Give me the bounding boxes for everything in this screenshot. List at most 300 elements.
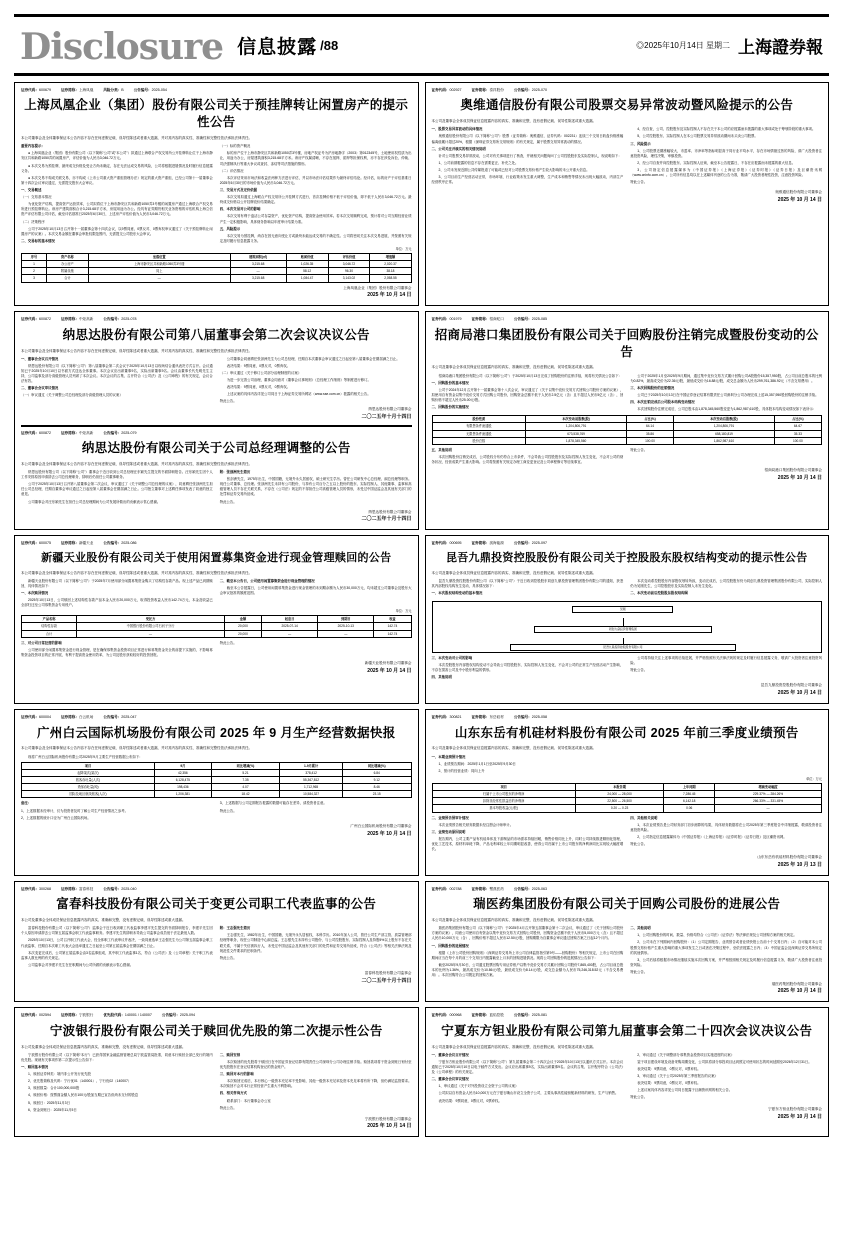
code-label: 证券代码： (21, 88, 39, 92)
cell: — (715, 805, 822, 812)
code-value: 002788 (449, 886, 462, 891)
paragraph: 2、优先股简称及代码：宁行优01（140001）、宁行优02（140007） (28, 1079, 132, 1084)
code-label: 证券代码： (431, 886, 450, 891)
masthead (14, 14, 829, 76)
cell: — (318, 630, 374, 637)
announcement-block-8 (425, 709, 830, 876)
cell: 1,026.35 (286, 261, 328, 268)
cell: 1 (22, 261, 47, 268)
cell: 基本每股收益(元/股) (432, 805, 575, 812)
paragraph: 四、其他说明 (431, 675, 452, 680)
paragraph: 纳思达股份有限公司（以下简称“公司”）第八届董事会第二次会议于2025年10月13日以现场结合通讯表决方式召开。会议通知已于2025年10月10日以书面方式送达全体董事。本次会议应出席董事9名，实际出席董事9名。会议由董事长代先明先生主持，公司监事及部分高级管理人员列席了本次会议。本次会议的召集、召开符合《公司法》及《公司章程》的有关规定，会议合法有效。 (21, 363, 213, 384)
board-statement: 本公司董事会及全体董事保证本公告内容不存在任何虚假记载、误导性陈述或者重大遗漏，并对其内容的真实性、准确性和完整性依法承担法律责任。 (21, 348, 252, 353)
paragraph: 公司董事会同意聘任张剑洲先生为公司总经理，任期自本次董事会审议通过之日起至第八届董事会任期届满之日止。 (226, 356, 400, 361)
announcement-title: 山东东岳有机硅材料股份有限公司 2025 年前三季度业绩预告 (454, 725, 799, 740)
preferred-code-value: 140001 / 140007 (124, 1013, 152, 1018)
paragraph: 表决结果：9票同意，0票反对，0票弃权。 (438, 1098, 502, 1103)
paragraph: 3、公司目前生产经营活动正常，市场环境、行业政策未发生重大调整，生产成本和销售等情况未出现大幅波动，内部生产经营秩序正常。 (431, 175, 624, 185)
paragraph: 二、交易标的基本情况 (21, 238, 55, 243)
paragraph: 2025年10月13日，公司召开职工代表大会，经全体职工代表审议并表决，一致同意选举王志强先生为公司第五届监事会职工代表监事，任期自本次职工代表大会选举通过之日起至公司第五届监事会任期届满之日止。 (21, 938, 213, 948)
announcement-block-7 (14, 709, 419, 876)
paragraph: 特此公告。 (630, 841, 648, 846)
no-label: 公告编号： (513, 541, 532, 546)
paragraph: 1、审议通过《关于对外投资设立全资子公司的议案》 (438, 1084, 519, 1089)
paragraph: 二、截至本公告日，公司使用闲置募集资金进行现金管理的情况 (219, 578, 315, 583)
announcement-title-2: 纳思达股份有限公司关于公司总经理调整的公告 (81, 441, 351, 456)
paragraph: 1、公司回购股份的时间、数量、价格均符合《公司法》《证券法》等法律法规及公司回购方案的相关规定。 (637, 933, 797, 938)
column-header: 占比(%) (774, 416, 821, 423)
paragraph: 根据《上市公司股份回购规则》《深圳证券交易所上市公司自律监管指引第9号——回购股份》等相关规定，上市公司在回购期间应当在每个月的前三个交易日内披露截至上月末的回购进展情况。现将公司回购股份的进展情况公告如下： (431, 950, 624, 960)
column-header: 同比增减(%) (211, 762, 280, 769)
ownership-structure-chart (432, 601, 823, 653)
cell: 国际及地区航线旅客(人次) (22, 791, 155, 798)
abbr-value: 鹭燕医药 (489, 886, 504, 891)
code-label: 证券代码： (431, 317, 450, 322)
abbr-label: 证券简称： (60, 541, 79, 546)
paragraph: （一）标的资产概况 (219, 144, 251, 149)
paragraph: 4、经自查，公司、控股股东及实际控制人不存在关于本公司的应披露而未披露的重大事项或处于筹划阶段的重大事项。 (637, 127, 816, 132)
signature-company: 纳思达股份有限公司董事会 (368, 407, 412, 412)
paragraph: 4、赎回价格：按票面金额人民币100元/股加当期已宣告但尚未支付的股息 (28, 1093, 139, 1098)
cell: 35.33 (774, 430, 821, 437)
cell: 扣除非经常性损益后的净利润 (432, 798, 575, 805)
paragraph: 特此公告。 (219, 808, 237, 813)
paragraph: 一、股票交易异常波动的具体情况 (431, 127, 483, 132)
signature-2 (21, 510, 412, 524)
paragraph: 1、本次业绩预告是公司财务部门初步测算的结果，具体财务数据将在公司2025年第三季度报告中详细披露，敬请投资者注意投资风险。 (630, 822, 822, 832)
abbr-value: 招商蛇口 (489, 317, 504, 322)
column-header: 本次变动后股数(股) (674, 416, 775, 423)
paragraph: 为优化资产结构，提高资产运营效率，公司拟将位于上海市静安区共和新路1050弄3号楼的闲置房产通过上海联合产权交易所进行预挂牌转让。该房产建筑面积合计3,215.68平方米，房屋用途为办公。经具有证券期货相关业务资格的评估机构上海立信资产评估有限公司评估，截至评估基准日2025年6月30日，上述房产评估价值为人民币3,046.72万元。 (21, 202, 213, 217)
column-header: 增减变动幅度 (715, 783, 822, 790)
paragraph: 二、本次变动前后控股股东股权结构图 (630, 590, 688, 595)
paragraph: 奥维通信股份有限公司（以下简称“公司”）股票（证券简称：奥维通信，证券代码：002231）连续三个交易日收盘价格涨幅偏离值累计超过20%，根据《深圳证券交易所交易规则》的有关规定，属于股票交易异常波动的情况。 (431, 134, 624, 144)
cell: 3 (22, 275, 47, 282)
cell: 1,862,987,610 (674, 437, 775, 444)
abbr-label: 证券简称： (471, 88, 490, 92)
cell: 无限售条件流通股 (432, 430, 526, 437)
signature (432, 190, 823, 204)
signature (21, 407, 412, 421)
paragraph: （二）评估情况 (219, 168, 244, 173)
cell: 办公房产 (46, 261, 88, 268)
abbr-label: 证券简称： (60, 715, 79, 720)
no-value: 2025-079 (121, 430, 137, 435)
announcement-block-1 (14, 82, 419, 306)
paragraph: ● 上海凤凰企业（集团）股份有限公司（以下简称“公司”或“本公司”）拟通过上海联合产权交易所公开挂牌转让位于上海市静安区共和新路1050弄的闲置房产，评估价值为人民币3,046.72万元。 (21, 151, 213, 161)
paragraph: 三、赎回对本行的影响 (219, 1072, 254, 1077)
paragraph: 1、公司股票近期涨幅较大，市盈率、市净率等指标明显高于同行业平均水平，存在市场情绪过热的风险，请广大投资者注意投资风险，理性决策，审慎投资。 (630, 148, 822, 158)
announcement-title: 宁波银行股份有限公司关于赎回优先股的第二次提示性公告 (49, 1023, 383, 1038)
paragraph: 鉴于项目建设环境及设备采购周期变化，公司拟将部分募投项目达到预定可使用状态的时间延期至2026年12月31日。 (637, 1059, 812, 1064)
cell: 0.20 — 0.23 (575, 805, 664, 812)
abbr-value: 新疆天业 (78, 541, 94, 546)
cell: — (262, 630, 318, 637)
table-row (432, 423, 822, 430)
abbr-value: 富春科技 (78, 886, 94, 891)
signature (21, 971, 412, 985)
paragraph: 3、上述数据与公司定期报告披露的数据可能存在差异，请投资者注意。 (219, 801, 327, 806)
abbr-label: 证券简称： (60, 886, 79, 891)
cell: 3,143.02 (328, 275, 370, 282)
no-label: 公告编号： (513, 715, 532, 720)
column-header: 账面价值 (286, 253, 328, 260)
paragraph: 公司董事会对汪东颖先生在担任公司总经理期间为公司发展所做出的贡献表示衷心感谢。 (28, 499, 161, 504)
code-value: 002594 (38, 1013, 51, 1018)
table-row (22, 791, 412, 798)
abbr-label: 证券简称： (471, 715, 490, 720)
paragraph: 特此公告。 (630, 447, 648, 452)
paragraph: 截至本公告披露日，公司使用闲置募集资金进行现金管理的未到期余额为人民币30,000万元，均未超过公司董事会及股东大会审议批准的额度范围。 (219, 585, 412, 595)
paragraph: 表决结果：9票同意，0票反对，0票弃权。 (226, 385, 291, 390)
risk-value: B (121, 88, 124, 92)
abbr-value: 白云机场 (78, 715, 94, 720)
table-row (22, 261, 412, 268)
board-statement-2: 本公司董事会及全体董事保证本公告内容不存在任何虚假记载、误导性陈述或者重大遗漏，并对其内容的真实性、准确性和完整性依法承担法律责任。 (21, 461, 252, 466)
paragraph: 特此公告。 (630, 180, 648, 185)
paragraph: 特此公告。 (219, 640, 237, 645)
paragraph: 为进一步完善公司治理，董事会同意对《董事会议事规则》《总经理工作细则》等制度进行修订。 (226, 377, 371, 382)
paragraph: 四、本次注销完成后公司股本结构变动情况 (630, 399, 695, 404)
announcement-title: 纳思达股份有限公司第八届董事会第二次会议决议公告 (62, 327, 370, 342)
divider (21, 425, 412, 427)
cell: — (88, 275, 230, 282)
paragraph: 一、回购股份的基本情况 (431, 380, 469, 385)
paragraph: 公司使用部分闲置募集资金进行现金管理，是在确保募集资金投资项目正常进行和募集资金安全的前提下实施的，不影响募集资金投资项目的正常开展，有利于提高资金使用效率，为公司及股东获取较好的投资回报。 (21, 647, 213, 657)
paragraph: 招商局港口集团股份有限公司（以下简称“公司”）于2025年10月13日完成了回购股份的注销手续，现将有关情况公告如下： (438, 373, 622, 378)
paragraph: 四、本次交易对公司的影响 (219, 207, 261, 212)
cell: 22,500 — 26,500 (575, 798, 664, 805)
board-statement: 本公司董事会及全体董事保证本公告内容不存在任何虚假记载、误导性陈述或者重大遗漏，并对其内容的真实性、准确性和完整性依法承担法律责任。 (21, 136, 252, 141)
no-value: 2025-054 (151, 88, 167, 92)
masthead-wordmark: Disclosure (20, 26, 224, 68)
cell: 旅客吞吐量(人次) (22, 776, 155, 783)
board-statement: 本公司及董事会全体成员保证信息披露内容的真实、准确和完整，没有虚假记载、误导性陈述或重大遗漏。 (431, 570, 596, 575)
code-value: 001979 (449, 317, 462, 322)
paragraph: 富春科技股份有限公司（以下简称“公司”）监事会于近日收到职工代表监事李建平先生提交的书面辞职报告，李建平先生因个人原因申请辞去公司第五届监事会职工代表监事职务。李建平先生的辞职未导致公司监事会成员低于法定最低人数。 (21, 926, 213, 936)
column-header: 到期日 (318, 616, 374, 623)
announcement-title: 瑞医药集团股份有限公司关于回购公司股份的进展公告 (473, 897, 781, 912)
cell: 229.37% — 284.26% (715, 791, 822, 798)
share-structure-table (432, 415, 823, 445)
table-unit: 单位：万元 (395, 609, 412, 614)
announcement-block-4 (425, 311, 830, 530)
paragraph: 本次评估采用市场法和收益法两种方法进行评估，并以市场法评估结果作为最终评估结论。经评估，标的房产于评估基准日2025年6月30日的市场价值为人民币3,046.72万元。 (219, 175, 412, 185)
paragraph: 公司监事会对李建平先生在任职期间为公司所做的贡献表示衷心感谢。 (28, 962, 134, 967)
paragraph: 附：王志强先生简历 (219, 926, 251, 931)
paragraph: 表决结果：9票同意，0票反对，0票弃权。 (637, 1066, 701, 1071)
cell: 35.86 (626, 430, 673, 437)
abbr-label: 证券简称： (471, 1013, 490, 1018)
column-header: 本报告期 (575, 783, 664, 790)
column-header: 项目 (22, 762, 155, 769)
cell: 1,878,345,560 (526, 437, 627, 444)
earnings-forecast-table (432, 783, 823, 813)
no-label: 公告编号： (103, 715, 122, 720)
signature-date: 2025 年 10 月 14 日 (367, 830, 412, 837)
paragraph: 表决结果：9票同意，0票反对，0票弃权。 (637, 1081, 701, 1086)
no-label: 公告编号： (103, 541, 122, 546)
cell: 2 (22, 268, 47, 275)
paragraph: 附：张剑洲先生简历 (219, 470, 251, 474)
announcement-grid (14, 82, 829, 1137)
masthead-right (636, 33, 823, 58)
column-header: 坐落位置 (88, 253, 230, 260)
cell: 23.15 (342, 791, 411, 798)
no-value: 2025-040 (121, 886, 137, 891)
paragraph: 截至2025年9月30日，公司通过股票回购专用证券账户以集中竞价交易方式累计回购公司股份7,865,400股，占公司目前总股本的比例为1.36%，最高成交价为10.86元/股，最低成交价为8.14元/股，成交总金额为人民币75,246,318.52元（不含交易费用）。本次回购符合公司既定的回购方案。 (431, 962, 624, 978)
cell: 100.00 (626, 437, 673, 444)
security-codes (432, 88, 823, 93)
cell: 7.35 (211, 776, 280, 783)
paragraph: 瑞医药集团股份有限公司（以下简称“公司”）于2025年4月召开第五届董事会第十二次会议，审议通过了《关于回购公司股份方案的议案》，同意公司使用自有资金以集中竞价交易方式回购公司股份，回购资金总额不低于人民币5,000万元（含）且不超过人民币10,000万元（含），回购价格不超过人民币12.50元/股，回购期限为自董事会审议通过回购方案之日起12个月内。 (431, 926, 624, 941)
board-statement: 本公司及董事会全体成员保证信息披露内容的真实、准确和完整，没有虚假记载、误导性陈述或重大遗漏。 (431, 1044, 596, 1049)
cell: — (230, 268, 286, 275)
code-label: 证券代码： (21, 430, 39, 435)
abbr-label: 证券简称： (60, 430, 79, 435)
paragraph: 二、业绩预告预审计情况 (431, 815, 469, 820)
paragraph: 张剑洲先生，1975年出生，中国国籍，无境外永久居留权，硕士研究生学历。曾任公司研发中心总经理、副总经理等职务。现任公司董事、总经理。张剑洲先生未持有公司股份，与持有公司百分之五以上股份的股东、实际控制人、其他董事、监事和高级管理人员不存在关联关系，不存在《公司法》规定的不得担任公司高级管理人员的情形，未受过中国证监会及其他有关部门的处罚和证券交易所惩戒。 (219, 477, 412, 497)
paragraph: 新疆天业股份有限公司（以下简称“公司”）于2025年7月使用部分闲置募集资金购买了结构性存款产品。现上述产品已到期赎回，具体情况如下： (21, 578, 213, 588)
cell: 7,286.45 (664, 791, 715, 798)
announcement-title: 上海凤凰企业（集团）股份有限公司关于预挂牌转让闲置房产的提示性公告 (24, 98, 409, 130)
paragraph: 2、公司未在下列期间内回购股份：（1）公司定期报告、业绩预告或者业绩快报公告前十个交易日内；（2）自可能对本公司股票交易价格产生重大影响的重大事项发生之日或者在决策过程中，至依法披露之日内；（3）中国证监会及深圳证券交易所规定的其他情形。 (630, 940, 822, 955)
cell: 42,356 (154, 769, 211, 776)
announcement-block-9 (14, 881, 419, 1003)
cell: 5.21 (211, 769, 280, 776)
cell: 有限售条件流通股 (432, 423, 526, 430)
abbr-label: 证券简称： (471, 317, 490, 322)
abbr-label: 证券简称： (471, 541, 490, 546)
abbr-value: 中炬高新 (78, 430, 94, 435)
paragraph: 2、审议通过《关于调整部分募集资金投资项目实施进度的议案》 (637, 1052, 735, 1057)
cell: 上海市静安区共和新路1050弄3号楼 (88, 261, 230, 268)
no-label: 公告编号： (103, 317, 122, 322)
operating-data-table (21, 762, 412, 799)
cell: 起降架次(架次) (22, 769, 155, 776)
paragraph: 公司于2025年10月13日召开第十一届董事会第十四次会议，以9票同意、0票反对、0票弃权审议通过了《关于预挂牌转让闲置房产的议案》。本次交易金额在董事会审批权限范围内，无需提交公司股东大会审议。 (21, 226, 213, 236)
signature-date: 二〇二五年十月十四日 (361, 516, 412, 523)
cell: 24,000 — 28,000 (575, 791, 664, 798)
paragraph: 三、交易方式及定价依据 (219, 187, 258, 192)
paragraph: ● 本次交易为预挂牌，最终成交价格及受让方尚未确定，存在无法达成交易的风险，公司将根据进展情况及时履行信息披露义务。 (21, 163, 213, 173)
table-row (22, 630, 412, 637)
announcement-title: 富春科技股份有限公司关于变更公司职工代表监事的公告 (56, 897, 377, 912)
risk-label: 风险分类： (103, 88, 122, 92)
security-codes (432, 1013, 823, 1018)
signature-date: 2025 年 10 月 14 日 (777, 1113, 822, 1120)
signature-company: 新疆天业股份有限公司董事会 (364, 661, 412, 666)
security-codes (432, 715, 823, 720)
cell: 1,206,381 (154, 791, 211, 798)
paragraph: 本次回购股份注销完成后，公司总股本由1,878,345,560股变更为1,862,987,610股，具体股本结构变动情况如下表所示： (637, 407, 817, 412)
signature (432, 855, 823, 869)
signature-company: 招商局港口集团股份有限公司董事会 (764, 468, 822, 473)
signature-date: 2025 年 10 月 13 日 (777, 861, 822, 868)
announcement-title: 昆吾九鼎投资控股股份有限公司关于控股股东股权结构变动的提示性公告 (445, 551, 808, 564)
paragraph: 三、对公司日常经营的影响 (21, 640, 62, 645)
security-codes (21, 317, 412, 322)
announcement-block-12 (425, 1007, 830, 1137)
cell: 2,058.55 (370, 275, 411, 282)
asset-valuation-table (21, 253, 412, 283)
paragraph: 本次回购股份注销完成后，公司股权分布仍符合上市条件，不会导致公司控股股东及实际控制人发生变化，不会对公司的财务状况、经营成果产生重大影响。公司将按照有关规定办理工商变更登记及公司章程修订等后续事宜。 (431, 454, 624, 465)
announcement-title: 招商局港口集团股份有限公司关于回购股份注销完成暨股份变动的公告 (434, 327, 819, 359)
table-header-row (432, 416, 822, 423)
code-value: 600679 (38, 88, 51, 92)
cell: 58.12 (286, 268, 328, 275)
paragraph: 上述议案的具体内容详见公司同日于上海证券交易所网站（www.sse.com.cn）披露的相关公告。 (226, 392, 371, 397)
paragraph: 2025年10月13日，公司赎回上述结构性存款产品本金人民币20,000万元，取得投资收益人民币142.74万元，本金及收益已全部归还至公司募集资金专用账户。 (21, 598, 213, 608)
no-value: 2025-058 (531, 715, 547, 720)
abbr-value: 蓝焰控股 (489, 1013, 504, 1018)
cell: 归属于上市公司股东的净利润 (432, 791, 575, 798)
cell: 9.12 (342, 776, 411, 783)
table-row (22, 769, 412, 776)
no-value: 2025-081 (531, 1013, 547, 1018)
paragraph: 3、赎回数量：合计100,000,000股 (28, 1086, 80, 1091)
paragraph: 特此公告。 (630, 668, 648, 673)
cell: 64.67 (774, 423, 821, 430)
no-label: 公告编号： (513, 1013, 532, 1018)
signature-company: 昆吾九鼎投资控股股份有限公司董事会 (760, 683, 822, 688)
signature-company: 富春科技股份有限公司监事会 (364, 971, 412, 975)
table-header-row (432, 783, 822, 790)
signature-company: 宁夏东方钽业股份有限公司董事会 (768, 1107, 822, 1112)
paragraph: 2、经公司自查并向控股股东、实际控制人征询，截至本公告披露日，不存在应披露而未披露的重大信息。 (637, 160, 796, 165)
code-value: 600004 (38, 715, 51, 720)
announcement-block-10 (425, 881, 830, 1003)
code-value: 600872 (38, 430, 51, 435)
paragraph: 一、本次赎回情况 (21, 590, 49, 595)
signature-company: 宁波银行股份有限公司董事会 (364, 1116, 412, 1121)
paragraph: 3、审议通过《关于公司2025年第三季度报告的议案》 (637, 1074, 718, 1079)
announcement-block-11 (14, 1007, 419, 1137)
security-codes-2 (21, 431, 412, 436)
paragraph: 上述议案具体内容详见公司同日披露于巨潮资讯网的相关公告。 (637, 1088, 733, 1093)
cell: 55,367,812 (280, 776, 343, 783)
code-label: 证券代码： (21, 1013, 39, 1018)
paragraph: （一）交易基本情况 (21, 195, 52, 200)
cell: 附属设施 (46, 268, 88, 275)
chart-node-controller: 吴刚 (572, 606, 673, 613)
cell: 4.07 (211, 784, 280, 791)
column-header: 金额 (224, 616, 261, 623)
no-label: 公告编号： (103, 430, 122, 435)
cell: 0.06 (664, 805, 715, 812)
abbr-value: 滨海能源 (489, 541, 504, 546)
column-header: 上年同期 (664, 783, 715, 790)
table-header-row (22, 762, 412, 769)
column-header: 9月 (154, 762, 211, 769)
cell: 结构性存款 (22, 623, 77, 630)
code-label: 证券代码： (21, 715, 39, 720)
signature-date: 2025 年 10 月 14 日 (777, 988, 822, 995)
paragraph: 公司于2025年10月13日召开第八届董事会第二次会议，审议通过了《关于调整公司总经理的议案》，同意聘任张剑洲先生担任公司总经理，任期自董事会审议通过之日起至第八届董事会任期届满之日止。公司独立董事对上述聘任事项发表了同意的独立意见。 (21, 482, 213, 497)
paragraph: ● 本次交易不构成关联交易，亦不构成《上市公司重大资产重组管理办法》规定的重大资产重组，已经公司第十一届董事会第十四次会议审议通过，无需提交股东大会审议。 (21, 175, 213, 185)
announcement-block-2 (425, 82, 830, 306)
paragraph: 本次变动系控股股东内部股权划转所致，变动完成后，公司控股股东仍为同创九鼎投资管理集团股份有限公司，实际控制人仍为吴刚先生，公司控股股东及实际控制人未发生变化。 (630, 578, 822, 588)
paragraph: 2、预计的经营业绩：同向上升 (438, 768, 485, 773)
paragraph: 宁波银行股份有限公司（以下简称“本行”）已获得国家金融监督管理总局宁波监管局批准，同意本行赎回全部已发行的境内优先股。现就有关事项作第二次提示性公告如下： (21, 1052, 213, 1062)
column-header: 受托方 (77, 616, 225, 623)
table-row (432, 791, 822, 798)
board-statement: 本公司及董事会全体成员保证信息披露内容的真实、准确和完整，没有虚假记载、误导性陈述或重大遗漏。 (431, 918, 596, 923)
paragraph: 五、其他说明 (431, 447, 452, 452)
signature-date: 2025 年 10 月 14 日 (777, 197, 822, 204)
table-row (22, 275, 412, 282)
paragraph: 3、公司指定信息披露媒体为《中国证券报》《上海证券报》《证券时报》《证券日报》及巨潮资讯网（www.cninfo.com.cn）。公司所有信息均以在上述媒体刊登的公告为准，敬请广大投资者理性投资，注意投资风险。 (630, 167, 822, 178)
cell: 18.42 (211, 791, 280, 798)
signature-date: 2025 年 10 月 14 日 (777, 690, 822, 697)
paragraph: 本次交易为预挂牌，尚存在因无意向受让方或最终未能达成交易的不确定性。公司将密切关注本次交易进展，并按照有关规定及时履行信息披露义务。 (219, 233, 412, 243)
signature (432, 1107, 823, 1121)
cell: 64.14 (626, 423, 673, 430)
column-header: 起息日 (262, 616, 318, 623)
paragraph: 纳思达股份有限公司（以下简称“公司”）董事会于近日收到公司总经理汪东颖先生提交的书面辞职报告。汪东颖先生因个人工作安排原因申请辞去公司总经理职务，辞职后仍担任公司董事职务。 (21, 470, 213, 480)
cell: 20,000 (224, 630, 261, 637)
cell: 266.33% — 331.45% (715, 798, 822, 805)
board-statement: 本公司及董事会全体成员保证信息披露内容的真实、准确和完整，没有虚假记载、误导性陈述或重大遗漏。 (431, 119, 596, 124)
no-value: 2025-078 (121, 317, 137, 322)
paragraph: 公司于2024年12月召开第十一届董事会第十八次会议，审议通过了《关于以集中竞价交易方式回购公司股份方案的议案》，拟使用自有资金以集中竞价交易方式回购公司股份，回购资金总额不低于人民币2.5亿元（含）且不超过人民币5亿元（含），回购价格不超过人民币25.00元/股。 (431, 387, 624, 402)
security-codes (432, 887, 823, 892)
signature-company: 山东东岳有机硅材料股份有限公司董事会 (757, 855, 822, 860)
board-statement: 本公司董事会及全体董事保证本公告内容不存在任何虚假记载、误导性陈述或者重大遗漏，并对其内容的真实性、准确性和完整性依法承担法律责任。 (21, 746, 252, 751)
announcement-title: 新疆天业股份有限公司关于使用闲置募集资金进行现金管理赎回的公告 (41, 551, 392, 564)
cell: 合计 (46, 275, 88, 282)
security-codes (21, 541, 412, 546)
table-row (22, 268, 412, 275)
paragraph: 一、赎回基本情况 (21, 1064, 49, 1069)
no-value: 2025-070 (531, 88, 547, 92)
paragraph: 本次交易有利于盘活公司存量资产，优化资产结构，提高资金使用效率。若本次交易顺利完成，预计将对公司当期经营业绩产生一定积极影响，具体财务影响以年度审计结果为准。 (219, 214, 412, 224)
no-value: 2025-063 (531, 886, 547, 891)
paragraph: 标的房产位于上海市静安区共和新路1050弄3号楼，房地产权证号为沪房地静字（2003）第012345号，土地使用权性质为出让，用途为办公，房屋建筑面积3,215.68平方米。该房产权属清晰，不存在抵押、质押等担保权利，亦不存在涉及诉讼、仲裁、司法强制执行等重大争议或查封、冻结等司法措施的情形。 (219, 151, 412, 166)
paragraph: 王志强先生，1982年出生，中国国籍，无境外永久居留权，本科学历。2010年加入公司，曾任公司生产部主管、质量管理部经理等职务，现任公司制造中心副总监。王志强先生未持有公司股份，与公司控股股东、实际控制人及持股5%以上股东不存在关联关系，不属于失信被执行人，未受过中国证监会及其他有关部门的处罚和证券交易所惩戒，符合《公司法》等相关法律法规及规范性文件要求的任职条件。 (219, 933, 412, 953)
signature (21, 661, 412, 675)
paragraph: 本次赎回完成后，本行核心一级资本充足率不受影响，其他一级资本充足率及资本充足率将有所下降，但仍满足监管要求。本次赎回不会对本行正常经营产生重大不利影响。 (219, 1079, 412, 1089)
security-codes (432, 317, 823, 322)
abbr-label: 证券简称： (471, 886, 490, 891)
no-value: 2025-094 (179, 1013, 196, 1018)
signature (21, 1117, 412, 1131)
paragraph: 特此公告。 (630, 1095, 648, 1100)
table-row (22, 623, 412, 630)
cell: 1,204,806,791 (526, 423, 627, 430)
paragraph: 四、相关咨询方式 (219, 1091, 247, 1096)
paragraph: 一、董事会会议召开情况 (21, 356, 59, 361)
column-header: 资产名称 (46, 253, 88, 260)
announcement-title: 广州白云国际机场股份有限公司 2025 年 9 月生产经营数据快报 (36, 725, 396, 740)
board-statement: 本公司及董事会全体成员保证信息披露内容的真实、准确和完整，没有虚假记载、误导性陈述或重大遗漏。 (431, 746, 596, 751)
paragraph: 特此公告。 (219, 499, 237, 504)
no-label: 公告编号： (161, 1013, 180, 1018)
paragraph: 五、风险提示 (219, 226, 241, 231)
no-value: 2025-047 (121, 715, 137, 720)
column-header: 1-9月累计 (280, 762, 343, 769)
paragraph: 表决结果：9票同意，0票反对，0票弃权。 (226, 363, 291, 368)
paragraph: 二、董事会会议审议情况 (21, 386, 59, 391)
cell: 6,128,475 (154, 776, 211, 783)
code-label: 证券代码： (431, 88, 450, 92)
paragraph: 特此公告。 (219, 955, 237, 960)
code-value: 002927 (449, 88, 462, 92)
cell: 股份总数 (432, 437, 526, 444)
security-codes (432, 541, 823, 546)
paragraph: 一、回购股份的进展情况 (431, 943, 469, 948)
column-header: 项目 (432, 783, 575, 790)
